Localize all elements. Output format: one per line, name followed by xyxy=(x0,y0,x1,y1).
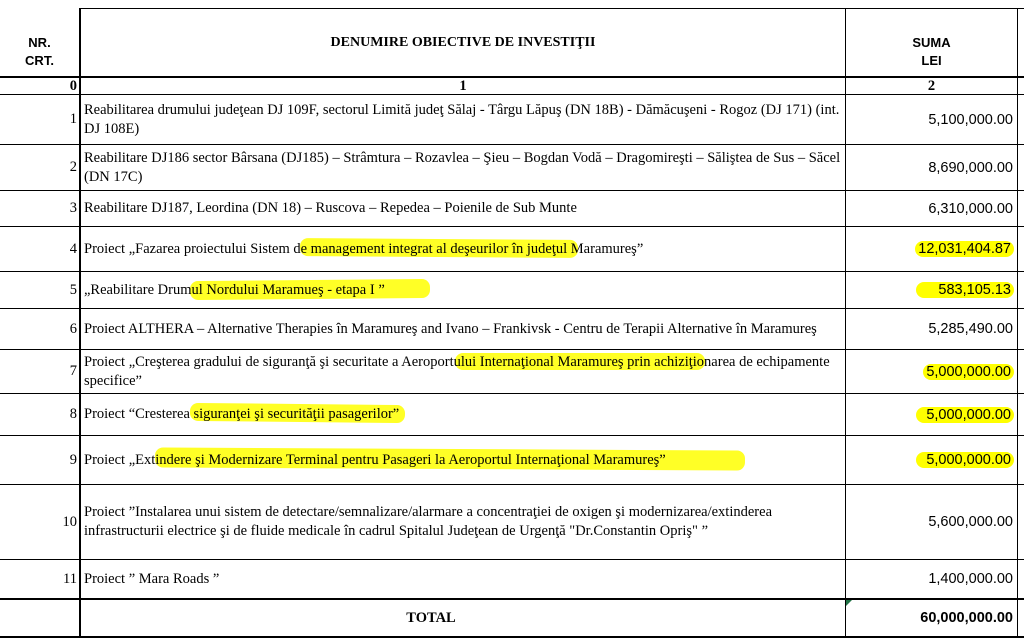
grid-line xyxy=(1017,8,1018,638)
row-text: Reabilitare DJ187, Leordina (DN 18) – Ruscova – Repedea – Poienile de Sub Munte xyxy=(84,200,577,216)
row-amount: 8,690,000.00 xyxy=(928,159,1013,176)
header-nr-line1: NR. xyxy=(28,35,51,50)
row-amount-value: 12,031,404.87 xyxy=(915,241,1014,257)
row-amount xyxy=(846,350,1017,393)
row-description xyxy=(84,485,842,559)
grid-line xyxy=(79,8,81,638)
row-text: Reabilitarea drumului judeţean DJ 109F, sectorul Limită judeţ Sălaj - Târgu Lăpuş (DN 18B) - Dămăcuşeni - Rogoz (DJ 171) (int. DJ 108E) xyxy=(84,101,840,137)
row-description xyxy=(84,436,842,484)
row-text: „Reabilitare Drumul Nordului Maramueş - etapa I ” xyxy=(84,281,385,298)
row-text: Proiect „Fazarea proiectului Sistem de management integrat al deşeurilor în judeţul Maramureş” xyxy=(84,240,644,257)
header-index-0: 0 xyxy=(69,78,77,94)
row-amount: 5,600,000.00 xyxy=(928,514,1013,530)
header-index-2: 2 xyxy=(927,78,936,94)
row-text: Proiect „Creşterea gradului de siguranţă şi securitate a Aeroportului Internaţional Maramureş prin achiziţionarea de echipamente specifice” xyxy=(84,353,830,389)
row-amount: 1,400,000.00 xyxy=(928,571,1013,587)
row-text: Proiect „Extindere şi Modernizare Terminal pentru Pasageri la Aeroportul Internaţional Maramureş” xyxy=(84,451,666,468)
row-amount xyxy=(846,227,1017,271)
row-amount: 5,100,000.00 xyxy=(928,111,1013,128)
row-number: 8 xyxy=(69,406,77,422)
row-text: Reabilitare DJ186 sector Bârsana (DJ185) – Strâmtura – Rozavlea – Şieu – Bogdan Vodă – Dragomireşti – Săliştea de Sus – Săcel (DN 17C) xyxy=(84,149,841,185)
row-amount-value: 5,000,000.00 xyxy=(923,364,1014,380)
row-number: 4 xyxy=(69,240,77,257)
row-amount: 5,285,490.00 xyxy=(928,321,1013,337)
row-number: 3 xyxy=(69,200,77,216)
row-text: Proiect ” Mara Roads ” xyxy=(84,570,220,587)
row-description xyxy=(84,272,842,308)
row-description xyxy=(84,350,842,393)
row-number: 11 xyxy=(63,570,77,587)
row-description xyxy=(84,309,842,349)
grid-line xyxy=(0,636,1024,638)
row-number: 2 xyxy=(69,159,77,175)
header-nr-line2: CRT. xyxy=(25,53,54,68)
row-number: 1 xyxy=(69,111,77,127)
row-number: 6 xyxy=(69,320,77,337)
total-label: TOTAL xyxy=(406,609,456,626)
row-amount xyxy=(846,436,1017,484)
row-number: 5 xyxy=(69,281,77,298)
row-amount: 6,310,000.00 xyxy=(928,200,1013,217)
header-suma-label xyxy=(846,34,1017,70)
header-suma-line1: SUMA xyxy=(912,35,951,50)
header-nr-label xyxy=(0,34,79,70)
row-number: 9 xyxy=(69,451,77,468)
row-description xyxy=(84,145,842,190)
total-amount: 60,000,000.00 xyxy=(920,610,1013,626)
row-amount xyxy=(846,272,1017,308)
header-index-1: 1 xyxy=(459,78,467,94)
row-number: 10 xyxy=(62,513,77,530)
row-amount-value: 5,000,000.00 xyxy=(916,452,1014,468)
header-suma-line2: LEI xyxy=(921,53,942,68)
row-description xyxy=(84,95,842,144)
row-text: Proiect “Cresterea siguranţei şi securităţii pasagerilor” xyxy=(84,406,400,422)
row-amount xyxy=(846,394,1017,435)
row-number: 7 xyxy=(69,363,77,379)
row-description xyxy=(84,394,842,435)
row-text: Proiect ”Instalarea unui sistem de detectare/semnalizare/alarmare a concentraţiei de oxigen şi modernizarea/extinderea infrastructurii electrice şi de fluide medicale în cadrul Spitalul Judeţean de Urgenţă "Dr.Constantin Opriş" ” xyxy=(84,504,772,539)
row-description xyxy=(84,191,842,226)
row-description xyxy=(84,560,842,598)
grid-line xyxy=(79,8,1024,9)
row-text: Proiect ALTHERA – Alternative Therapies în Maramureş and Ivano – Frankivsk - Centru de Terapii Alternative în Maramureş xyxy=(84,320,817,337)
row-amount-value: 5,000,000.00 xyxy=(916,407,1014,423)
row-description xyxy=(84,227,842,271)
row-amount-value: 583,105.13 xyxy=(916,282,1014,298)
header-title: DENUMIRE OBIECTIVE DE INVESTIŢII xyxy=(330,34,596,50)
